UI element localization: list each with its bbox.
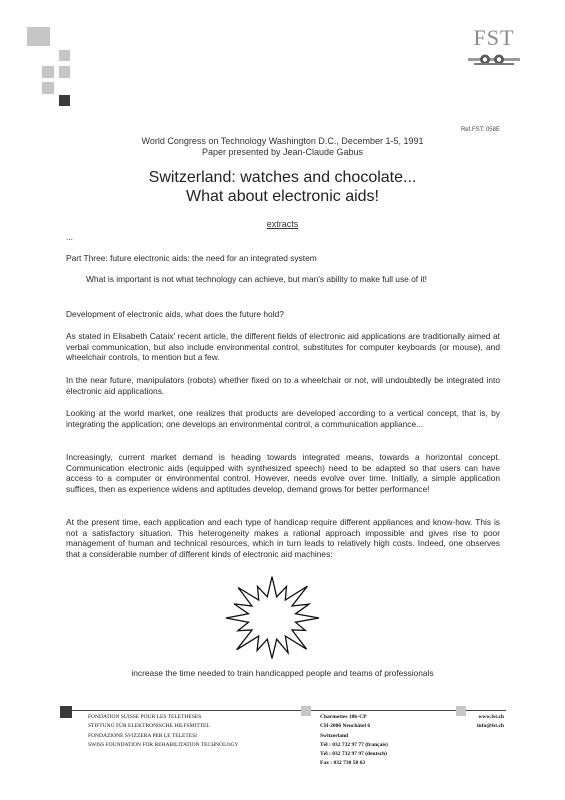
address-line: CH-2006 Neuchâtel 6 (320, 723, 371, 730)
document-title-line2: What about electronic aids! (186, 188, 379, 205)
phone-german: Tél : 032 732 97 97 (deutsch) (320, 751, 387, 758)
paragraph: Development of electronic aids, what does the future hold? (66, 309, 284, 319)
foundation-name: FONDAZIONE SVIZZERA PER LE TELETESI (88, 732, 197, 739)
footer-square (456, 706, 466, 716)
address-line: Switzerland (320, 732, 349, 739)
starburst-icon (214, 566, 330, 670)
paragraph: At the present time, each application and each type of handicap require different appliances and know-how. This is not a satisfactory situation. This heterogeneity makes a rational approach impossible and gives rise to poor management of human and technical resources, which in turn leads to relatively high costs. Indeed, one observes that a considerable number of different kinds of electronic aid machines: (66, 517, 500, 559)
paragraph: In the near future, manipulators (robots) whether fixed on to a wheelchair or not, will undoubtedly be integrated into electronic aid applications. (66, 375, 500, 396)
address-line: Charmettes 10b-CP (320, 714, 367, 720)
email-link[interactable]: info@fst.ch (477, 723, 504, 730)
footer-square (301, 706, 311, 716)
foundation-name: SWISS FOUNDATION FOR REHABILITATION TECHNOLOGY (88, 741, 239, 748)
foundation-name: FONDATION SUISSE POUR LES TELETHESES (88, 714, 202, 720)
document-title-line1: Switzerland: watches and chocolate... (148, 169, 417, 186)
address-block (320, 713, 388, 769)
decor-square (42, 66, 54, 78)
footer-square (60, 706, 72, 718)
presenter-line: Paper presented by Jean-Claude Gabus (201, 147, 364, 157)
paragraph: Looking at the world market, one realizes that products are developed according to a vertical concept, that is, by integrating the application; one develops an environmental control, a communication appliance... (66, 408, 500, 429)
website-link[interactable]: www.fst.ch (478, 714, 504, 720)
fax-number: Fax : 032 730 58 63 (320, 760, 366, 767)
section-heading: Part Three: future electronic aids: the need for an integrated system (66, 253, 317, 263)
congress-line: World Congress on Technology Washington D.C., December 1-5, 1991 (141, 136, 424, 146)
foundation-names (88, 713, 238, 750)
reference-number: Ref.FST: 058E (460, 127, 500, 133)
paragraph: Increasingly, current market demand is heading towards integrated means, towards a horizontal concept. Communication electronic aids (equipped with synthesized speech) need to be adapted so that users can have access to a computer or environmental control. However, needs evolve over time. Initially, a simple application suffices, then as experience widens and aptitudes develop, demand grows for better performance! (66, 452, 500, 494)
paragraph: As stated in Elisabeth Cataix' recent article, the different fields of electronic aid applications are traditionally aimed at verbal communication, but also include environmental control, substitutes for computer keyboards (or mouse), and wheelchair controls, to mention but a few. (66, 331, 500, 363)
decor-square (59, 95, 70, 106)
footer-divider (66, 710, 506, 711)
caption: increase the time needed to train handicapped people and teams of professionals (131, 668, 434, 678)
logo-text: FST (473, 25, 515, 50)
logo-emblem-icon (466, 51, 522, 69)
decor-square (59, 50, 70, 61)
ellipsis: ... (66, 232, 73, 242)
foundation-name: STIFTUNG FÜR ELEKTRONISCHE HILFSMITTEL (88, 723, 210, 730)
contact-block (477, 713, 504, 732)
quote: What is important is not what technology can achieve, but man's ability to make full use of it! (86, 274, 427, 284)
decor-square (59, 66, 70, 78)
decor-square (27, 27, 50, 46)
extracts-label: extracts (266, 219, 299, 229)
phone-french: Tél : 032 732 97 77 (français) (320, 741, 388, 748)
decor-square (42, 82, 54, 94)
fst-logo (466, 27, 522, 71)
